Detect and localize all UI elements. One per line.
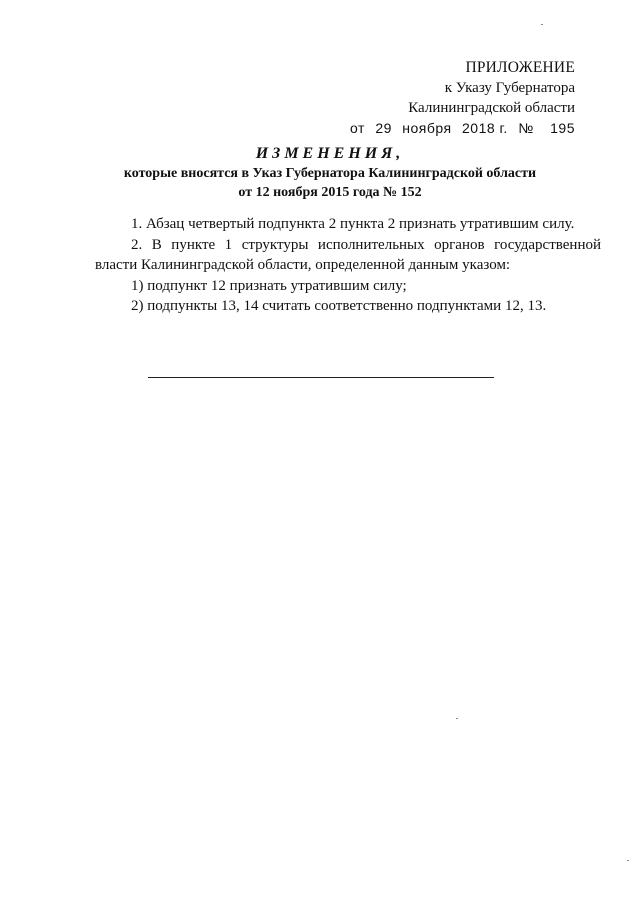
document-subtitle-line-1: которые вносятся в Указ Губернатора Калининградской области bbox=[123, 166, 537, 181]
scan-speck bbox=[627, 860, 629, 861]
date-month: ноября bbox=[402, 120, 452, 136]
document-subtitle-line-2: от 12 ноября 2015 года № 152 bbox=[238, 185, 422, 200]
title-block bbox=[100, 144, 560, 202]
appendix-header bbox=[315, 58, 575, 138]
separator-line bbox=[148, 377, 494, 378]
scan-speck bbox=[541, 24, 543, 25]
decree-number: 195 bbox=[550, 120, 575, 136]
paragraph-1: 1. Абзац четвертый подпункта 2 пункта 2 признать утратившим силу. bbox=[131, 216, 575, 232]
appendix-line-decree: к Указу Губернатора bbox=[444, 80, 575, 96]
appendix-heading: ПРИЛОЖЕНИЕ bbox=[465, 59, 575, 76]
date-year: 2018 г. bbox=[462, 120, 508, 136]
document-body bbox=[95, 214, 601, 317]
paragraph-4: 2) подпункты 13, 14 считать соответственно подпунктами 12, 13. bbox=[131, 298, 547, 314]
date-day: 29 bbox=[375, 120, 392, 136]
document-title: ИЗМЕНЕНИЯ, bbox=[255, 145, 405, 162]
appendix-line-region: Калининградской области bbox=[408, 100, 575, 116]
paragraph-2: 2. В пункте 1 структуры исполнительных органов государственной власти Калининградской области, определенной данным указом: bbox=[95, 236, 601, 273]
appendix-date-line bbox=[315, 118, 575, 138]
date-prefix: от bbox=[350, 120, 365, 136]
paragraph-3: 1) подпункт 12 признать утратившим силу; bbox=[131, 277, 407, 294]
number-sign: № bbox=[518, 120, 534, 136]
scan-speck bbox=[456, 718, 458, 719]
